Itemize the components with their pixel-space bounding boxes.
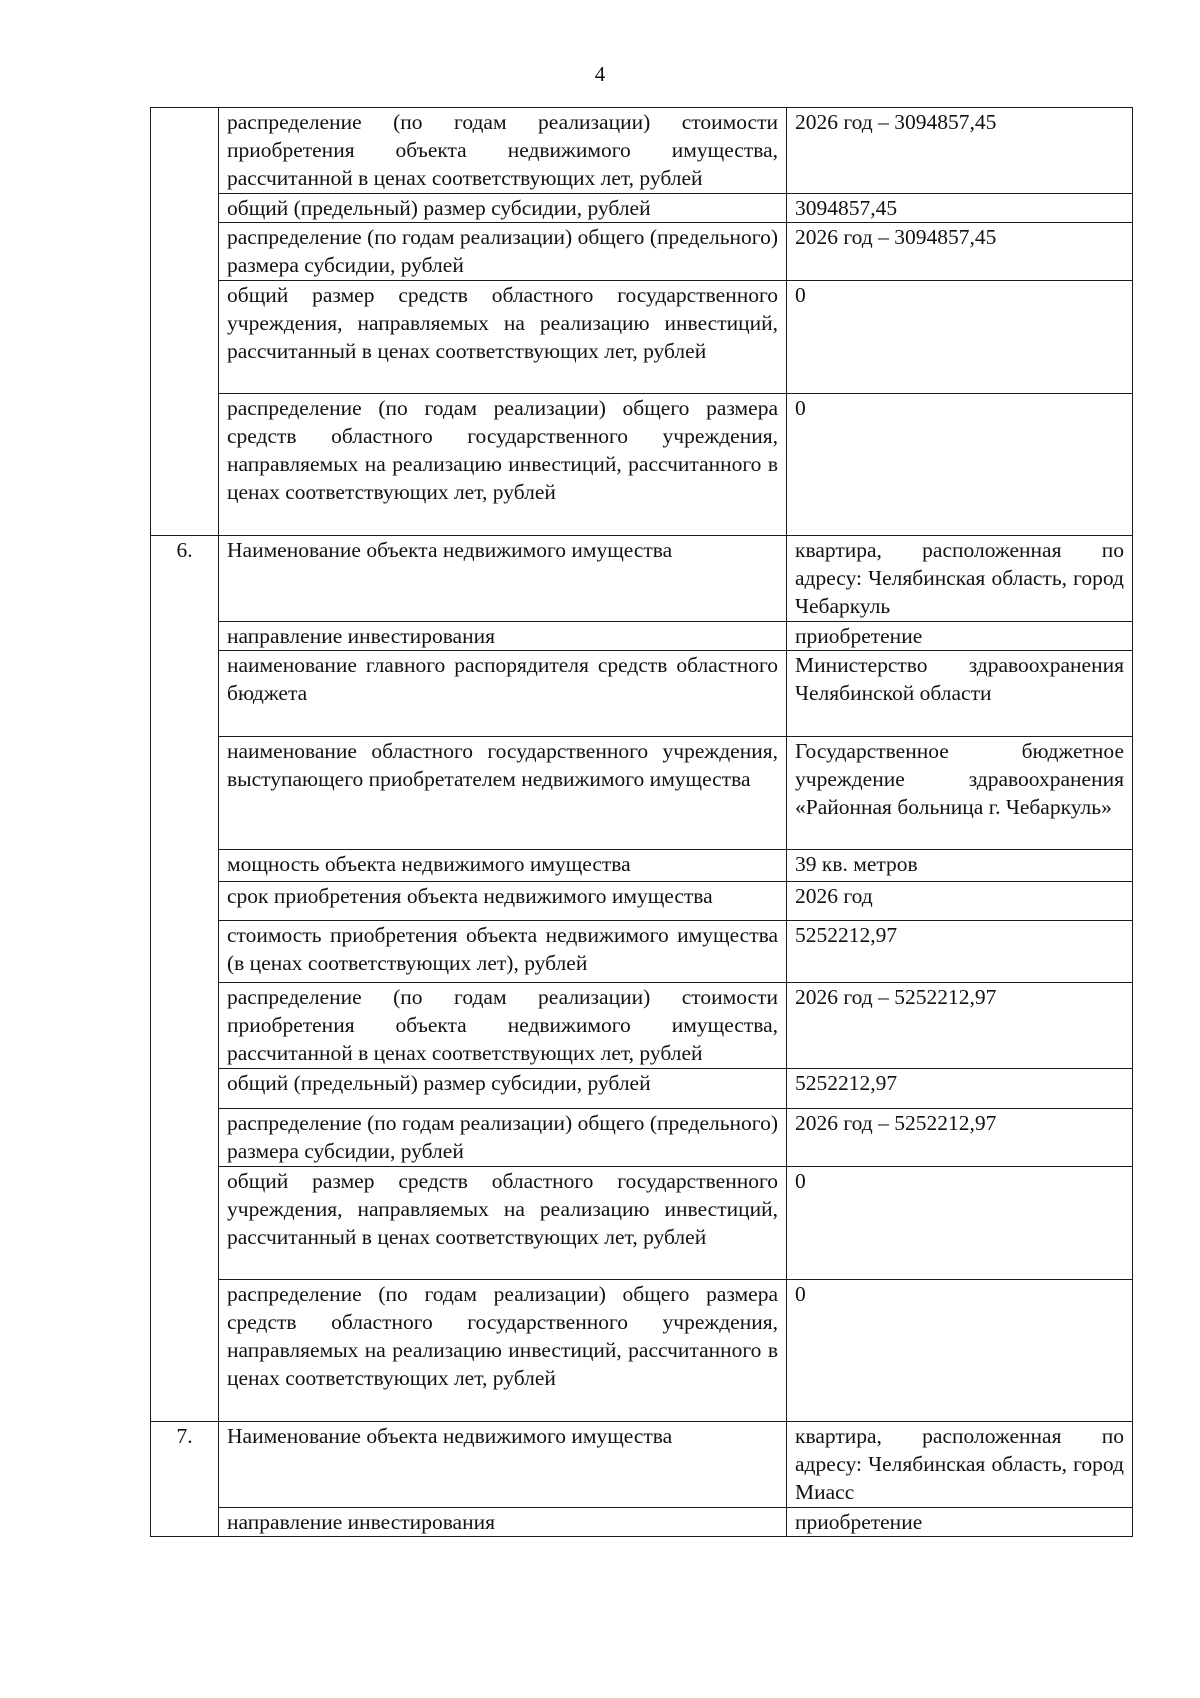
- row-label: распределение (по годам реализации) общего размера средств областного государственного учреждения, направляемых на реализацию инвестиций, рассчитанного в ценах соответствующих лет, рублей: [219, 1280, 787, 1422]
- row-value: Министерство здравоохранения Челябинской области: [787, 651, 1133, 737]
- row-label: распределение (по годам реализации) общего (предельного) размера субсидии, рублей: [219, 223, 787, 281]
- row-label: общий (предельный) размер субсидии, рублей: [219, 1069, 787, 1109]
- row-value: 0: [787, 281, 1133, 394]
- row-value: 0: [787, 1167, 1133, 1280]
- table-row: [151, 1422, 1133, 1508]
- row-value: 0: [787, 1280, 1133, 1422]
- row-value: 0: [787, 394, 1133, 536]
- row-label: Наименование объекта недвижимого имущества: [219, 536, 787, 622]
- row-label: общий размер средств областного государственного учреждения, направляемых на реализацию инвестиций, рассчитанный в ценах соответствующих лет, рублей: [219, 1167, 787, 1280]
- table-row: [151, 921, 1133, 983]
- row-value: 5252212,97: [787, 1069, 1133, 1109]
- row-label: наименование главного распорядителя средств областного бюджета: [219, 651, 787, 737]
- row-value: Государственное бюджетное учреждение здравоохранения «Районная больница г. Чебаркуль»: [787, 737, 1133, 850]
- table-row: [151, 108, 1133, 194]
- row-label: стоимость приобретения объекта недвижимого имущества (в ценах соответствующих лет), рублей: [219, 921, 787, 983]
- table-row: [151, 651, 1133, 737]
- row-number-cell: [151, 108, 219, 536]
- row-value: 2026 год – 5252212,97: [787, 983, 1133, 1069]
- row-value: приобретение: [787, 1508, 1133, 1537]
- table-row: [151, 1069, 1133, 1109]
- row-label: наименование областного государственного учреждения, выступающего приобретателем недвижимого имущества: [219, 737, 787, 850]
- table-row: [151, 223, 1133, 281]
- table-row: [151, 850, 1133, 882]
- row-value: квартира, расположенная по адресу: Челябинская область, город Чебаркуль: [787, 536, 1133, 622]
- row-label: направление инвестирования: [219, 1508, 787, 1537]
- row-number: 7.: [151, 1422, 219, 1537]
- row-value: приобретение: [787, 622, 1133, 651]
- row-value: 3094857,45: [787, 194, 1133, 223]
- investment-table: [150, 107, 1133, 1537]
- row-label: общий (предельный) размер субсидии, рублей: [219, 194, 787, 223]
- table-row: [151, 281, 1133, 394]
- table-row: [151, 1508, 1133, 1537]
- table-row: [151, 622, 1133, 651]
- row-value: 2026 год: [787, 882, 1133, 921]
- row-value: 5252212,97: [787, 921, 1133, 983]
- row-label: общий размер средств областного государственного учреждения, направляемых на реализацию инвестиций, рассчитанный в ценах соответствующих лет, рублей: [219, 281, 787, 394]
- table-row: [151, 1280, 1133, 1422]
- page-number: 4: [594, 62, 606, 86]
- row-label: Наименование объекта недвижимого имущества: [219, 1422, 787, 1508]
- row-value: 2026 год – 3094857,45: [787, 223, 1133, 281]
- row-value: 2026 год – 5252212,97: [787, 1109, 1133, 1167]
- row-value: 39 кв. метров: [787, 850, 1133, 882]
- table-row: [151, 194, 1133, 223]
- table-row: [151, 1167, 1133, 1280]
- row-label: мощность объекта недвижимого имущества: [219, 850, 787, 882]
- row-label: срок приобретения объекта недвижимого имущества: [219, 882, 787, 921]
- table-row: [151, 394, 1133, 536]
- table-row: [151, 737, 1133, 850]
- table-row: [151, 882, 1133, 921]
- table-row: [151, 983, 1133, 1069]
- table-row: [151, 536, 1133, 622]
- row-label: распределение (по годам реализации) общего размера средств областного государственного учреждения, направляемых на реализацию инвестиций, рассчитанного в ценах соответствующих лет, рублей: [219, 394, 787, 536]
- row-label: распределение (по годам реализации) стоимости приобретения объекта недвижимого имущества, рассчитанной в ценах соответствующих лет, рублей: [219, 108, 787, 194]
- row-value: квартира, расположенная по адресу: Челябинская область, город Миасс: [787, 1422, 1133, 1508]
- row-label: распределение (по годам реализации) общего (предельного) размера субсидии, рублей: [219, 1109, 787, 1167]
- row-value: 2026 год – 3094857,45: [787, 108, 1133, 194]
- row-label: направление инвестирования: [219, 622, 787, 651]
- row-number: 6.: [151, 536, 219, 1422]
- row-label: распределение (по годам реализации) стоимости приобретения объекта недвижимого имущества, рассчитанной в ценах соответствующих лет, рублей: [219, 983, 787, 1069]
- table-row: [151, 1109, 1133, 1167]
